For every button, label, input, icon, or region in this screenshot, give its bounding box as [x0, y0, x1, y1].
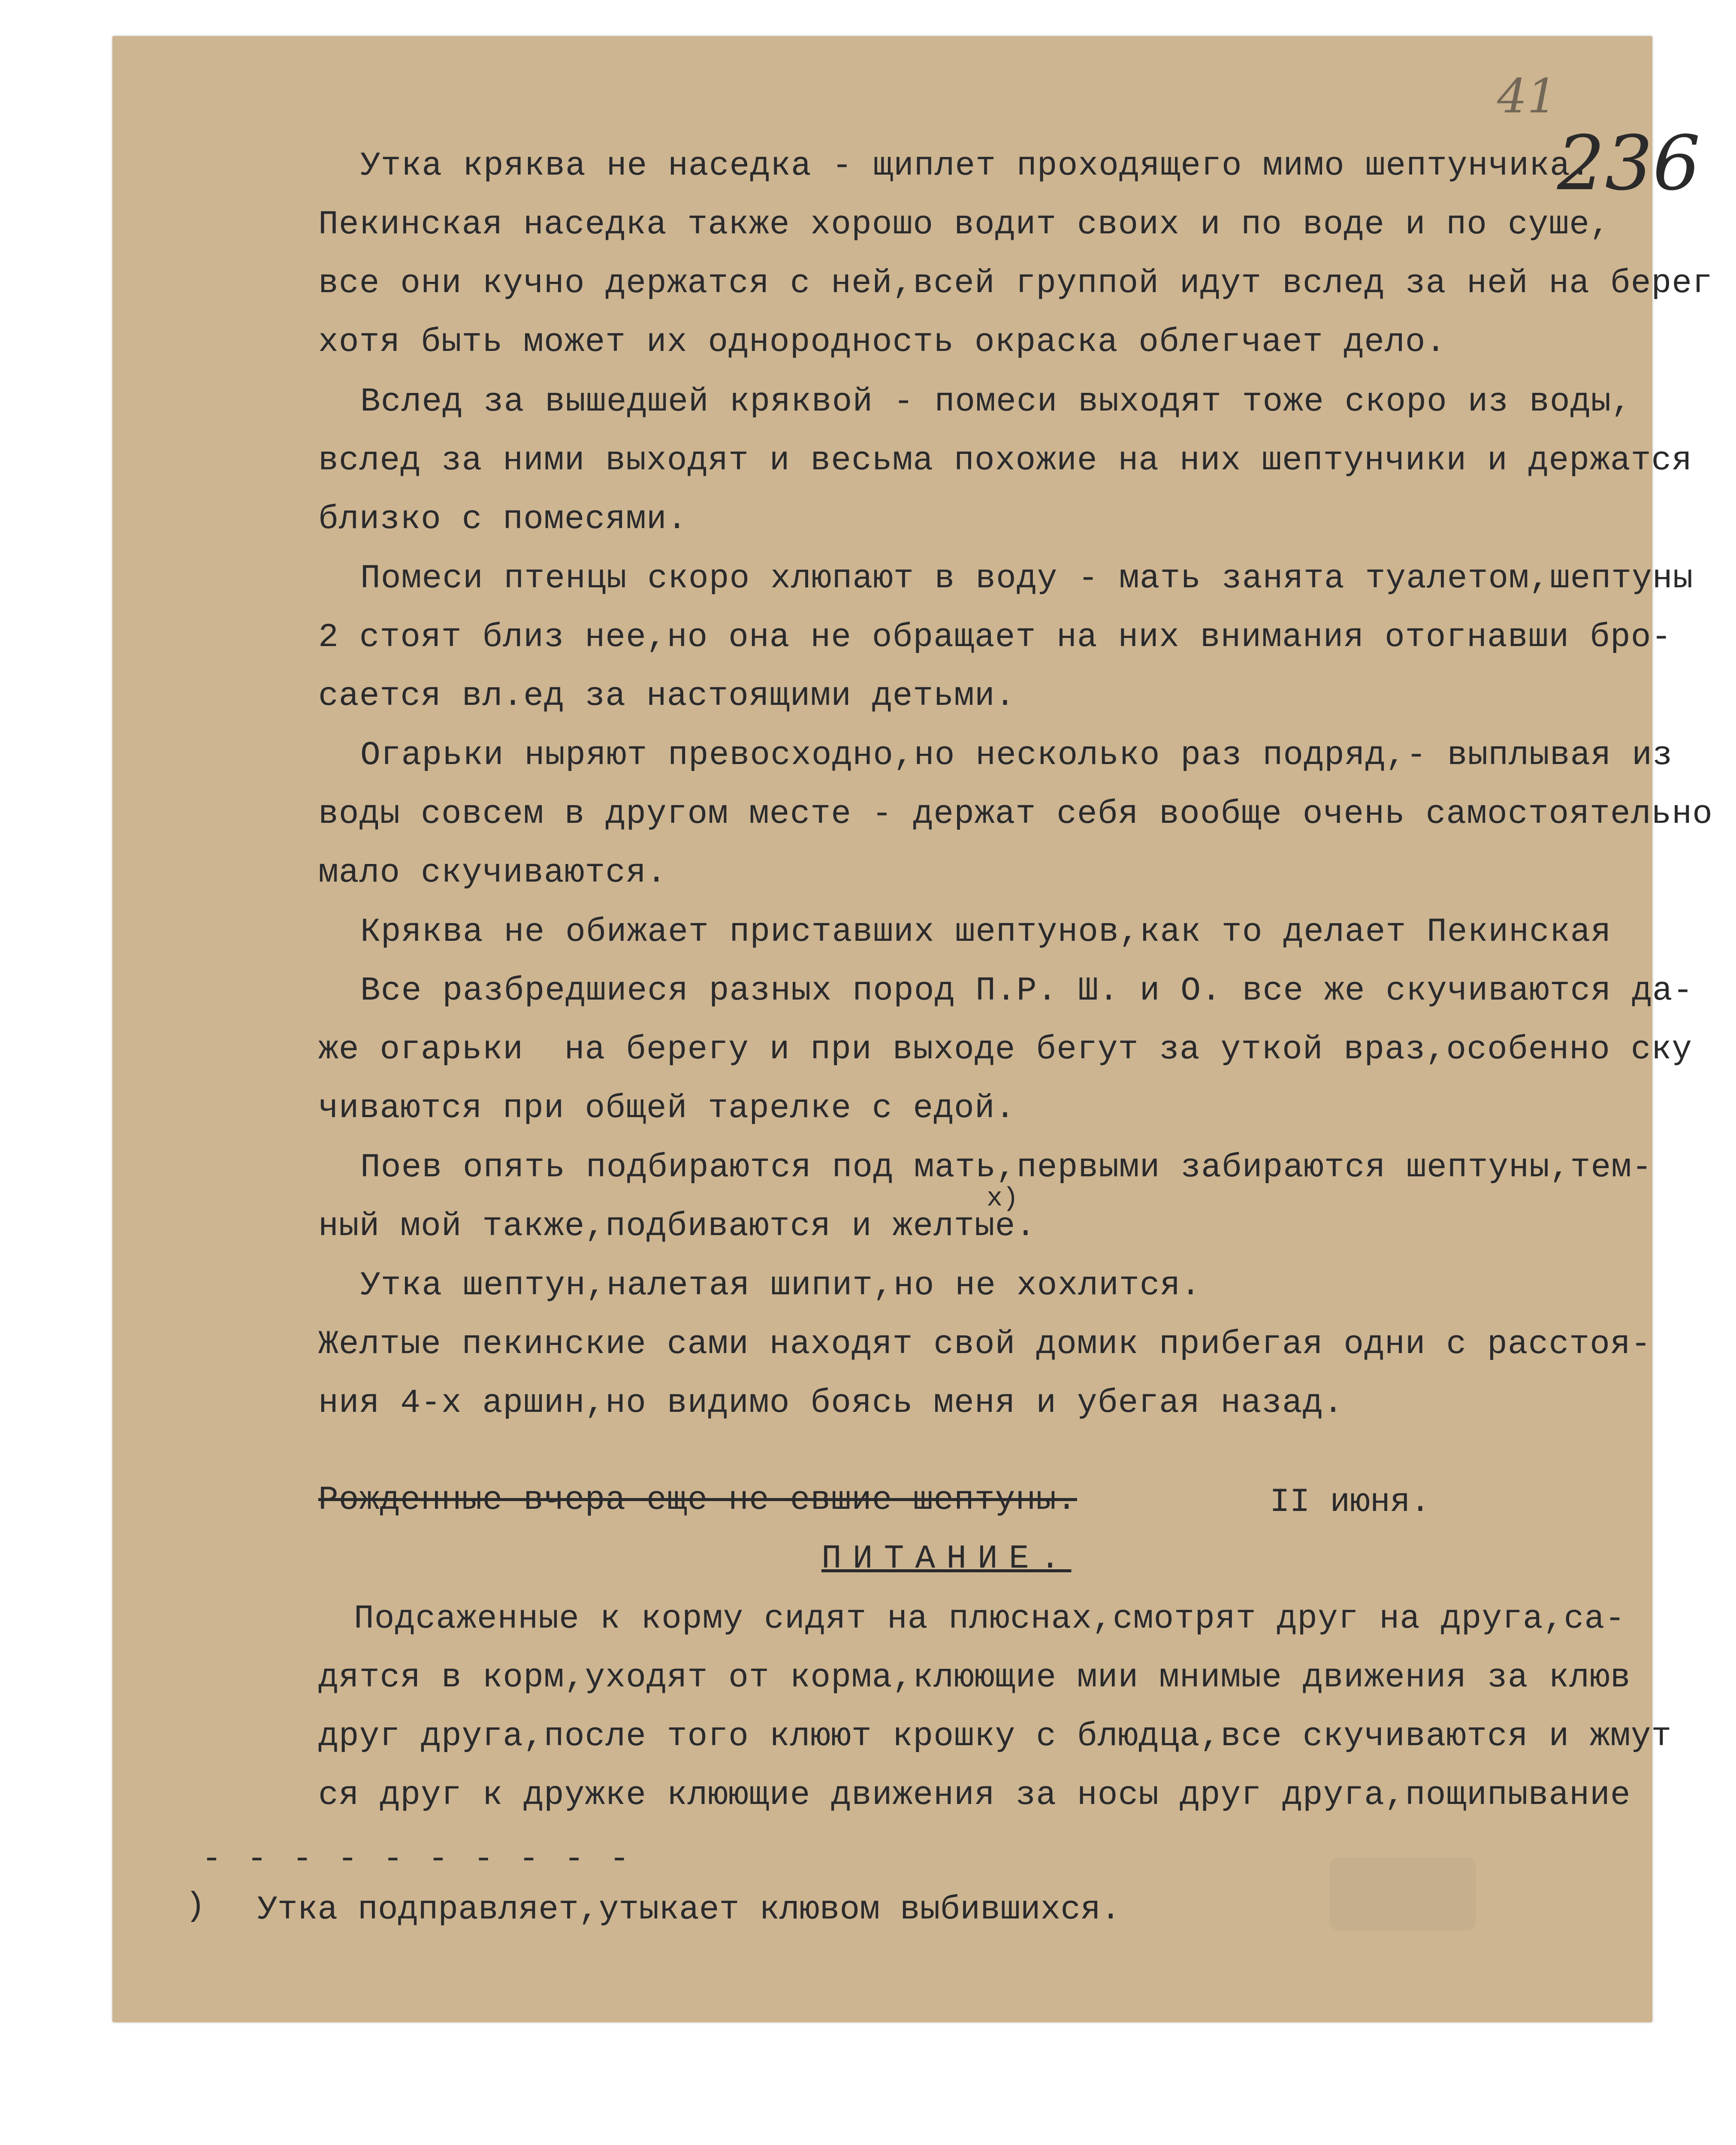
text-line: 2 стоят близ нее,но она не обращает на них внимания отогнавши бро-: [318, 619, 1672, 656]
text-line: ния 4-х аршин,но видимо боясь меня и убегая назад.: [318, 1384, 1344, 1422]
footnote-marker: ): [185, 1888, 205, 1925]
text-line: дятся в корм,уходят от корма,клюющие мии мнимые движения за клюв: [318, 1659, 1631, 1697]
text-line: ный мой также,подбиваются и желтые.: [318, 1208, 1036, 1245]
text-line: Вслед за вышедшей кряквой - помеси выходят тоже скоро из воды,: [360, 383, 1632, 421]
text-line: Помеси птенцы скоро хлюпают в воду - мать занята туалетом,шептуны: [360, 560, 1694, 598]
text-line: Утка шептун,налетая шипит,но не хохлится.: [360, 1267, 1202, 1305]
faded-stamp: [1330, 1858, 1476, 1930]
text-line: же огарьки на берегу и при выходе бегут за уткой враз,особенно ску: [318, 1031, 1693, 1069]
folio-old-number: 41: [1497, 69, 1557, 124]
text-line: близко с помесями.: [318, 501, 688, 538]
text-line: все они кучно держатся с ней,всей группой идут вслед за ней на берег: [318, 265, 1713, 302]
entry-date: II июня.: [1270, 1483, 1431, 1521]
text-line: Кряква не обижает приставших шептунов,как то делает Пекинская: [360, 913, 1612, 951]
text-line: хотя быть может их однородность окраска облегчает дело.: [318, 323, 1446, 361]
text-line: Все разбредшиеся разных пород П.Р. Ш. и О. все же скучиваются да-: [360, 972, 1694, 1010]
text-line: воды совсем в другом месте - держат себя вообще очень самостоятельно: [318, 795, 1713, 833]
footnote-reference-mark: x): [987, 1183, 1019, 1214]
text-line: Подсаженные к корму сидят на плюснах,смотрят друг на друга,са-: [354, 1600, 1626, 1638]
text-line: чиваются при общей тарелке с едой.: [318, 1090, 1016, 1127]
text-line: сается вл.ед за настоящими детьми.: [318, 677, 1016, 715]
text-line: мало скучиваются.: [318, 854, 667, 892]
footnote-text: Утка подправляет,утыкает клювом выбившихся.: [257, 1891, 1121, 1929]
text-line: вслед за ними выходят и весьма похожие на них шептунчики и держатся: [318, 442, 1693, 480]
folio-new-number: 236: [1557, 120, 1701, 207]
text-line: Огарьки ныряют превосходно,но несколько раз подряд,- выплывая из: [360, 737, 1673, 774]
section-heading: ПИТАНИЕ.: [821, 1540, 1072, 1578]
text-line: Утка кряква не наседка - щиплет проходящего мимо шептунчика.: [360, 147, 1591, 185]
text-line: Пекинская наседка также хорошо водит своих и по воде и по суше,: [318, 206, 1610, 244]
text-line: Желтые пекинские сами находят свой домик прибегая одни с расстоя-: [318, 1326, 1651, 1363]
text-line: друг друга,после того клюют крошку с блюдца,все скучиваются и жмут: [318, 1718, 1672, 1755]
text-line: ся друг к дружке клюющие движения за носы друг друга,пощипывание: [318, 1776, 1631, 1814]
struck-text-line: Рожденные вчера еще не евшие шептуны.: [318, 1481, 1077, 1519]
footnote-divider: - - - - - - - - - -: [202, 1840, 632, 1878]
text-line: Поев опять подбираются под мать,первыми забираются шептуны,тем-: [360, 1149, 1652, 1187]
